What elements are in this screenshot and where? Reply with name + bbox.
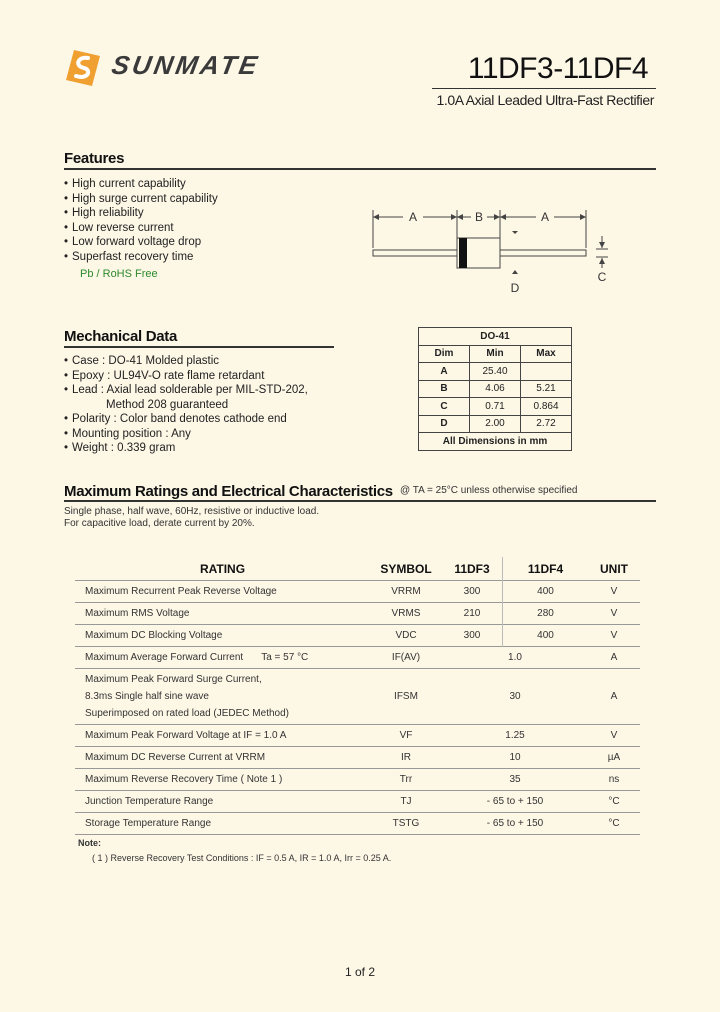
table-row: Junction Temperature Range TJ - 65 to + 150 °C <box>75 791 640 813</box>
logo-icon <box>64 46 104 90</box>
dim-label-d: D <box>510 281 520 295</box>
title-rule <box>432 88 656 89</box>
list-item: • High current capability <box>64 178 186 190</box>
note-heading: Note: <box>78 838 101 848</box>
rating-header: RATING <box>199 561 246 576</box>
dim-header: Dim <box>419 345 470 363</box>
part-number-title: 11DF3-11DF4 <box>467 52 648 85</box>
list-item: • Low reverse current <box>64 221 174 234</box>
list-item: • High reliability <box>64 207 144 219</box>
dim-label-b: B <box>474 210 484 224</box>
features-rule <box>64 168 656 170</box>
part-subtitle: 1.0A Axial Leaded Ultra-Fast Rectifier <box>436 92 654 108</box>
features-list <box>64 177 218 264</box>
symbol-header: SYMBOL <box>380 561 432 576</box>
table-row: Maximum DC Reverse Current at VRRM IR 10 µA <box>75 747 640 769</box>
11df3-header: 11DF3 <box>454 561 490 576</box>
mechanical-heading: Mechanical Data <box>64 328 178 345</box>
load-note-2: For capacitive load, derate current by 20%. <box>64 518 255 529</box>
features-heading: Features <box>64 150 125 167</box>
note-line-1: ( 1 ) Reverse Recovery Test Conditions : IF = 0.5 A, IR = 1.0 A, Irr = 0.25 A. <box>92 853 392 863</box>
list-item: • Epoxy : UL94V-O rate flame retardant <box>64 369 265 382</box>
table-row: B 4.06 5.21 <box>419 380 572 398</box>
ratings-table <box>75 557 640 835</box>
dim-table-footer: All Dimensions in mm <box>419 433 572 451</box>
mechanical-list <box>64 354 308 456</box>
table-row: A 25.40 <box>419 363 572 381</box>
list-item: Method 208 guaranteed <box>106 398 229 411</box>
table-row: Maximum Recurrent Peak Reverse Voltage VRRM 300 400 V <box>75 581 640 603</box>
max-header: Max <box>521 345 572 363</box>
ratings-rule <box>64 500 656 502</box>
list-item: • Lead : Axial lead solderable per MIL-STD-202, <box>64 384 308 396</box>
table-row: Maximum Average Forward Current Ta = 57 °C IF(AV) 1.0 A <box>75 647 640 669</box>
page-number: 1 of 2 <box>344 965 376 979</box>
table-row: Maximum Peak Forward Voltage at IF = 1.0 A VF 1.25 V <box>75 725 640 747</box>
unit-header: UNIT <box>600 561 628 576</box>
11df4-header: 11DF4 <box>503 557 589 581</box>
logo-text: SUNMATE <box>109 50 263 80</box>
dim-label-a-right: A <box>540 210 550 224</box>
list-item: • Polarity : Color band denotes cathode end <box>64 413 287 425</box>
table-row: Maximum DC Blocking Voltage VDC 300 400 V <box>75 625 640 647</box>
list-item: • Weight : 0.339 gram <box>64 442 176 454</box>
list-item: • Mounting position : Any <box>64 427 191 440</box>
table-row: C 0.71 0.864 <box>419 398 572 416</box>
list-item: • Case : DO-41 Molded plastic <box>64 355 220 367</box>
dimension-table <box>418 327 572 451</box>
list-item: • Low forward voltage drop <box>64 236 202 248</box>
ratings-condition: @ TA = 25°C unless otherwise specified <box>400 485 578 496</box>
dim-label-a-left: A <box>408 210 418 224</box>
dim-table-title: DO-41 <box>419 328 572 346</box>
list-item: • Superfast recovery time <box>64 250 194 263</box>
diode-outline-diagram <box>360 200 620 300</box>
dim-label-c: C <box>597 270 607 284</box>
ratings-heading: Maximum Ratings and Electrical Characteristics <box>64 483 393 500</box>
list-item: • High surge current capability <box>64 192 218 205</box>
min-header: Min <box>470 345 521 363</box>
mechanical-rule <box>64 346 334 348</box>
table-row: Maximum Reverse Recovery Time ( Note 1 ) Trr 35 ns <box>75 769 640 791</box>
rohs-label: Pb / RoHS Free <box>80 268 158 280</box>
table-row: D 2.00 2.72 <box>419 415 572 433</box>
table-row: Maximum Peak Forward Surge Current, 8.3ms Single half sine wave Superimposed on rated load (JEDEC Method) IFSM 30 A <box>75 669 640 725</box>
load-note-1: Single phase, half wave, 60Hz, resistive or inductive load. <box>64 506 320 517</box>
table-row: Storage Temperature Range TSTG - 65 to + 150 °C <box>75 813 640 835</box>
table-row: Maximum RMS Voltage VRMS 210 280 V <box>75 603 640 625</box>
